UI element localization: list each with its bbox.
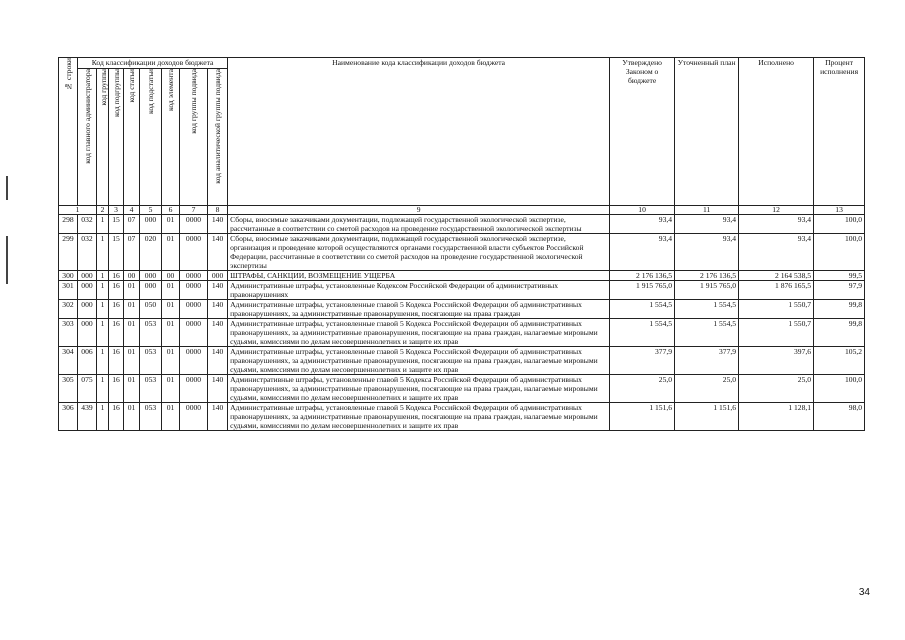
code-element-cell: 01 <box>162 319 180 347</box>
code-subgroup-cell: 16 <box>109 347 124 375</box>
header-code-subgroup: код подгруппы <box>109 69 124 206</box>
revenue-name-cell: Административные штрафы, установленные главой 5 Кодекса Российской Федерации об административных правонарушениях, за административные правонарушения, посягающие на права граждан, налагаемые мировыми судьями, комиссиями по делам несовершеннолетних и защите их прав <box>228 403 610 431</box>
code-article-cell: 01 <box>124 375 140 403</box>
code-subtype-group-cell: 0000 <box>180 403 208 431</box>
header-approved: Утверждено Законом о бюджете <box>610 58 675 206</box>
code-subtype-group-cell: 0000 <box>180 375 208 403</box>
revenue-name-cell: ШТРАФЫ, САНКЦИИ, ВОЗМЕЩЕНИЕ УЩЕРБА <box>228 271 610 281</box>
header-name: Наименование кода классификации доходов бюджета <box>228 58 610 206</box>
code-group-cell: 1 <box>97 403 109 431</box>
code-admin-cell: 000 <box>78 271 97 281</box>
column-number: 6 <box>162 206 180 215</box>
table-row <box>59 319 865 347</box>
percent-cell: 99,5 <box>814 271 865 281</box>
executed-amount-cell: 1 128,1 <box>739 403 814 431</box>
scan-edge-mark <box>6 176 8 200</box>
refined-plan-cell: 93,4 <box>675 234 739 271</box>
code-subtype-group-cell: 0000 <box>180 215 208 234</box>
code-subarticle-cell: 050 <box>140 300 162 319</box>
percent-cell: 98,0 <box>814 403 865 431</box>
code-subarticle-cell: 020 <box>140 234 162 271</box>
code-analytic-group-cell: 140 <box>208 319 228 347</box>
approved-amount-cell: 93,4 <box>610 234 675 271</box>
table-row <box>59 403 865 431</box>
code-element-cell: 00 <box>162 271 180 281</box>
approved-amount-cell: 1 554,5 <box>610 300 675 319</box>
code-subtype-group-cell: 0000 <box>180 347 208 375</box>
page-number: 34 <box>858 587 870 598</box>
executed-amount-cell: 93,4 <box>739 215 814 234</box>
code-analytic-group-cell: 140 <box>208 215 228 234</box>
refined-plan-cell: 93,4 <box>675 215 739 234</box>
code-admin-cell: 006 <box>78 347 97 375</box>
refined-plan-cell: 1 554,5 <box>675 300 739 319</box>
header-code-element: код элемента <box>162 69 180 206</box>
column-number: 8 <box>208 206 228 215</box>
percent-cell: 100,0 <box>814 234 865 271</box>
column-number: 1 <box>59 206 97 215</box>
column-number: 4 <box>124 206 140 215</box>
row-number-cell: 305 <box>59 375 78 403</box>
code-article-cell: 07 <box>124 234 140 271</box>
code-article-cell: 00 <box>124 271 140 281</box>
refined-plan-cell: 2 176 136,5 <box>675 271 739 281</box>
code-subgroup-cell: 16 <box>109 375 124 403</box>
code-group-cell: 1 <box>97 215 109 234</box>
header-code-analytic-group: код аналитической группы подвида <box>208 69 228 206</box>
code-analytic-group-cell: 000 <box>208 271 228 281</box>
code-subarticle-cell: 000 <box>140 215 162 234</box>
revenue-name-cell: Административные штрафы, установленные главой 5 Кодекса Российской Федерации об административных правонарушениях, за административные правонарушения, посягающие на права граждан, налагаемые мировыми судьями, комиссиями по делам несовершеннолетних и защите их прав <box>228 319 610 347</box>
code-subarticle-cell: 053 <box>140 375 162 403</box>
code-article-cell: 01 <box>124 319 140 347</box>
code-admin-cell: 032 <box>78 215 97 234</box>
code-admin-cell: 000 <box>78 281 97 300</box>
row-number-cell: 302 <box>59 300 78 319</box>
percent-cell: 99,8 <box>814 319 865 347</box>
code-subtype-group-cell: 0000 <box>180 319 208 347</box>
code-subgroup-cell: 15 <box>109 234 124 271</box>
header-code-group: код группы <box>97 69 109 206</box>
code-article-cell: 07 <box>124 215 140 234</box>
code-group-cell: 1 <box>97 271 109 281</box>
revenue-name-cell: Административные штрафы, установленные главой 5 Кодекса Российской Федерации об административных правонарушениях, за административные правонарушения, посягающие на права граждан <box>228 300 610 319</box>
header-executed: Исполнено <box>739 58 814 206</box>
revenue-name-cell: Административные штрафы, установленные Кодексом Российской Федерации об административных правонарушениях <box>228 281 610 300</box>
code-subarticle-cell: 053 <box>140 319 162 347</box>
executed-amount-cell: 25,0 <box>739 375 814 403</box>
refined-plan-cell: 1 554,5 <box>675 319 739 347</box>
code-subarticle-cell: 000 <box>140 281 162 300</box>
executed-amount-cell: 2 164 538,5 <box>739 271 814 281</box>
code-element-cell: 01 <box>162 215 180 234</box>
budget-revenue-table <box>58 57 865 431</box>
refined-plan-cell: 25,0 <box>675 375 739 403</box>
row-number-cell: 304 <box>59 347 78 375</box>
header-code-subtype-group: код группы подвида <box>180 69 208 206</box>
code-element-cell: 01 <box>162 300 180 319</box>
table-row <box>59 281 865 300</box>
approved-amount-cell: 93,4 <box>610 215 675 234</box>
refined-plan-cell: 377,9 <box>675 347 739 375</box>
percent-cell: 100,0 <box>814 375 865 403</box>
code-subarticle-cell: 000 <box>140 271 162 281</box>
revenue-name-cell: Сборы, вносимые заказчиками документации, подлежащей государственной экологической экспертизе, организация и проведение которой осуществляются органами государственной власти субъектов Российской Федерации, рассчитанные в соответствии со сметой расходов на проведение государственной экологической экспертизы <box>228 234 610 271</box>
code-admin-cell: 000 <box>78 319 97 347</box>
code-analytic-group-cell: 140 <box>208 347 228 375</box>
executed-amount-cell: 1 550,7 <box>739 319 814 347</box>
revenue-name-cell: Административные штрафы, установленные главой 5 Кодекса Российской Федерации об административных правонарушениях, за административные правонарушения, посягающие на права граждан, налагаемые мировыми судьями, комиссиями по делам несовершеннолетних и защите их прав <box>228 347 610 375</box>
code-analytic-group-cell: 140 <box>208 234 228 271</box>
table-row <box>59 375 865 403</box>
row-number-cell: 301 <box>59 281 78 300</box>
code-element-cell: 01 <box>162 234 180 271</box>
percent-cell: 100,0 <box>814 215 865 234</box>
code-subgroup-cell: 16 <box>109 281 124 300</box>
code-admin-cell: 075 <box>78 375 97 403</box>
code-admin-cell: 032 <box>78 234 97 271</box>
refined-plan-cell: 1 151,6 <box>675 403 739 431</box>
header-code-group: Код классификации доходов бюджета <box>78 58 228 69</box>
code-article-cell: 01 <box>124 347 140 375</box>
executed-amount-cell: 397,6 <box>739 347 814 375</box>
row-number-cell: 298 <box>59 215 78 234</box>
column-number: 11 <box>675 206 739 215</box>
code-admin-cell: 000 <box>78 300 97 319</box>
percent-cell: 105,2 <box>814 347 865 375</box>
executed-amount-cell: 93,4 <box>739 234 814 271</box>
code-subgroup-cell: 16 <box>109 319 124 347</box>
header-row-number: № строки <box>59 58 78 206</box>
code-admin-cell: 439 <box>78 403 97 431</box>
code-analytic-group-cell: 140 <box>208 281 228 300</box>
code-group-cell: 1 <box>97 281 109 300</box>
code-subtype-group-cell: 0000 <box>180 271 208 281</box>
header-refined-plan: Уточненный план <box>675 58 739 206</box>
code-subarticle-cell: 053 <box>140 347 162 375</box>
code-subgroup-cell: 16 <box>109 403 124 431</box>
table-row <box>59 234 865 271</box>
code-analytic-group-cell: 140 <box>208 403 228 431</box>
approved-amount-cell: 1 151,6 <box>610 403 675 431</box>
column-numbers-row <box>59 206 865 215</box>
approved-amount-cell: 377,9 <box>610 347 675 375</box>
code-element-cell: 01 <box>162 281 180 300</box>
column-number: 9 <box>228 206 610 215</box>
code-subarticle-cell: 053 <box>140 403 162 431</box>
row-number-cell: 300 <box>59 271 78 281</box>
column-number: 13 <box>814 206 865 215</box>
revenue-name-cell: Сборы, вносимые заказчиками документации, подлежащей государственной экологической экспертизе, рассчитанные в соответствии со сметой расходов на проведение государственной экологической экспертизы <box>228 215 610 234</box>
executed-amount-cell: 1 876 165,5 <box>739 281 814 300</box>
row-number-cell: 303 <box>59 319 78 347</box>
percent-cell: 99,8 <box>814 300 865 319</box>
code-element-cell: 01 <box>162 347 180 375</box>
column-number: 7 <box>180 206 208 215</box>
percent-cell: 97,9 <box>814 281 865 300</box>
code-subgroup-cell: 16 <box>109 271 124 281</box>
approved-amount-cell: 25,0 <box>610 375 675 403</box>
header-code-admin: код главного администратора <box>78 69 97 206</box>
code-group-cell: 1 <box>97 234 109 271</box>
code-article-cell: 01 <box>124 300 140 319</box>
approved-amount-cell: 1 915 765,0 <box>610 281 675 300</box>
header-code-article: код статьи <box>124 69 140 206</box>
header-percent: Процент исполнения <box>814 58 865 206</box>
code-analytic-group-cell: 140 <box>208 300 228 319</box>
code-group-cell: 1 <box>97 375 109 403</box>
header-code-subarticle: код подстатьи <box>140 69 162 206</box>
code-group-cell: 1 <box>97 319 109 347</box>
code-article-cell: 01 <box>124 403 140 431</box>
table-row <box>59 215 865 234</box>
code-group-cell: 1 <box>97 300 109 319</box>
approved-amount-cell: 1 554,5 <box>610 319 675 347</box>
column-number: 2 <box>97 206 109 215</box>
scan-edge-mark <box>6 236 8 284</box>
code-subtype-group-cell: 0000 <box>180 300 208 319</box>
column-number: 3 <box>109 206 124 215</box>
code-subgroup-cell: 15 <box>109 215 124 234</box>
revenue-name-cell: Административные штрафы, установленные главой 5 Кодекса Российской Федерации об административных правонарушениях, за административные правонарушения, посягающие на права граждан, налагаемые мировыми судьями, комиссиями по делам несовершеннолетних и защите их прав <box>228 375 610 403</box>
refined-plan-cell: 1 915 765,0 <box>675 281 739 300</box>
code-subtype-group-cell: 0000 <box>180 234 208 271</box>
row-number-cell: 299 <box>59 234 78 271</box>
code-element-cell: 01 <box>162 403 180 431</box>
row-number-cell: 306 <box>59 403 78 431</box>
executed-amount-cell: 1 550,7 <box>739 300 814 319</box>
column-number: 5 <box>140 206 162 215</box>
column-number: 10 <box>610 206 675 215</box>
code-article-cell: 01 <box>124 281 140 300</box>
code-subgroup-cell: 16 <box>109 300 124 319</box>
column-number: 12 <box>739 206 814 215</box>
code-analytic-group-cell: 140 <box>208 375 228 403</box>
code-subtype-group-cell: 0000 <box>180 281 208 300</box>
table-row <box>59 300 865 319</box>
table-row <box>59 347 865 375</box>
table-row <box>59 271 865 281</box>
approved-amount-cell: 2 176 136,5 <box>610 271 675 281</box>
code-group-cell: 1 <box>97 347 109 375</box>
code-element-cell: 01 <box>162 375 180 403</box>
